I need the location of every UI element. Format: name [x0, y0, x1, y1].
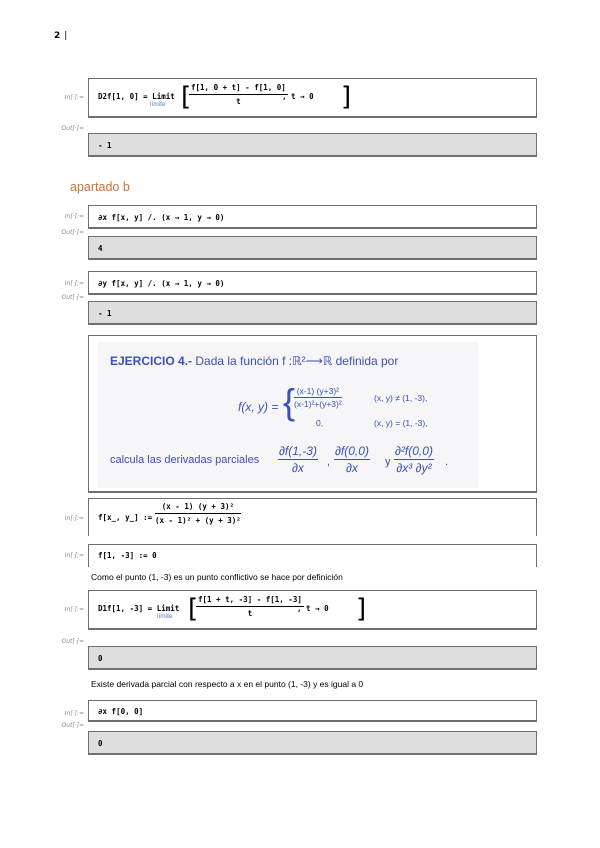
in-label: In[·]:=	[64, 606, 84, 613]
fraction-numerator: (x - 1) (y + 3)²	[155, 502, 241, 514]
in-label: In[·]:=	[64, 552, 84, 559]
code-text: f[x_, y_] :=	[98, 513, 153, 522]
partial-derivative-1	[278, 444, 318, 475]
output-cell-2	[88, 236, 537, 260]
case1-fraction	[294, 386, 342, 409]
close-bracket: ]	[356, 594, 367, 624]
pd1-denominator: ∂x	[292, 461, 304, 475]
output-value: - 1	[98, 309, 112, 318]
text-paragraph: Existe derivada parcial con respecto a x en el punto (1, -3) y es igual a 0	[91, 679, 364, 689]
output-cell-3	[88, 301, 537, 325]
code-text: ∂x f[0, 0]	[98, 707, 144, 716]
input-cell-dy[interactable]	[88, 271, 537, 295]
out-label: Out[·]=	[61, 294, 84, 301]
case2-condition: (x, y) = (1, -3),	[374, 418, 428, 428]
exercise-title-rest: Dada la función f :ℝ²⟶ℝ definida por	[192, 354, 399, 368]
case1-condition: (x, y) ≠ (1, -3),	[374, 393, 428, 403]
fraction-numerator: f[1, 0 + t] - f[1, 0]	[189, 83, 288, 95]
fraction-denominator: t	[247, 609, 253, 618]
exercise-title-bold: EJERCICIO 4.-	[110, 354, 193, 368]
pd3-numerator: ∂²f(0,0)	[395, 444, 433, 458]
conjunction: y	[385, 456, 391, 468]
out-label: Out[·]=	[61, 229, 84, 236]
pd2-denominator: ∂x	[346, 461, 358, 475]
partial-derivative-3	[394, 444, 434, 475]
in-label: In[·]:=	[64, 280, 84, 287]
output-cell-6	[88, 646, 537, 670]
output-cell-7	[88, 731, 537, 755]
separator-comma: ,	[327, 456, 331, 468]
output-value: 0	[98, 654, 103, 663]
fraction-numerator: f[1 + t, -3] - f[1, -3]	[196, 595, 304, 607]
page-number	[54, 31, 67, 41]
in-label: In[·]:=	[64, 515, 84, 522]
code-text: f[1, -3] := 0	[98, 551, 157, 560]
open-bracket: [	[181, 82, 192, 112]
text-paragraph: Como el punto (1, -3) es un punto conflictivo se hace por definición	[91, 572, 343, 582]
input-cell-dx[interactable]	[88, 205, 537, 229]
input-cell-f-point[interactable]	[88, 544, 537, 567]
open-bracket: [	[188, 594, 199, 624]
output-cell-1	[88, 133, 537, 157]
case1-denominator: (x-1)²+(y+3)²	[294, 399, 342, 409]
input-cell-fdef[interactable]	[88, 498, 537, 536]
fraction	[189, 83, 288, 106]
exercise-title	[110, 354, 398, 368]
case1-numerator: (x-1) (y+3)²	[294, 386, 342, 398]
code-tail: , t → 0	[297, 604, 329, 613]
out-label: Out[·]=	[61, 125, 84, 132]
out-label: Out[·]=	[61, 722, 84, 729]
output-value: 4	[98, 244, 103, 253]
pd1-numerator: ∂f(1,-3)	[279, 444, 317, 458]
function-label: f(x, y) =	[238, 400, 279, 414]
output-value: 0	[98, 739, 103, 748]
output-value: - 1	[98, 141, 112, 150]
code-text: ∂y f[x, y] /. (x → 1, y → 0)	[98, 279, 225, 288]
input-cell-d2f[interactable]	[88, 78, 537, 118]
input-cell-dx-origin[interactable]	[88, 700, 537, 722]
page-number-separator: |	[64, 31, 68, 41]
input-cell-d1f[interactable]	[88, 590, 537, 630]
fraction-denominator: t	[236, 97, 241, 106]
pd3-denominator: ∂x³ ∂y²	[396, 461, 432, 475]
fraction	[155, 502, 241, 525]
fraction-denominator: (x - 1)² + (y + 3)²	[155, 516, 241, 525]
code-text: D1f[1, -3] = Limit	[98, 604, 180, 613]
code-text: D2f[1, 0] = Limit	[98, 92, 175, 101]
exercise-bottom-text: calcula las derivadas parciales	[110, 454, 260, 466]
page-number-value: 2	[54, 31, 61, 41]
in-label: In[·]:=	[64, 710, 84, 717]
pd2-numerator: ∂f(0,0)	[335, 444, 369, 458]
limit-tag: límite	[157, 613, 173, 620]
code-text: ∂x f[x, y] /. (x → 1, y → 0)	[98, 213, 225, 222]
partial-derivative-2	[334, 444, 370, 475]
in-label: In[·]:=	[64, 94, 84, 101]
period: .	[445, 456, 449, 468]
limit-tag: límite	[150, 101, 166, 108]
section-heading: apartado b	[70, 180, 130, 194]
exercise-image	[98, 342, 478, 488]
out-label: Out[·]=	[61, 638, 84, 645]
in-label: In[·]:=	[64, 213, 84, 220]
brace-icon: {	[283, 381, 296, 422]
close-bracket: ]	[341, 82, 352, 112]
code-tail: , t → 0	[282, 92, 314, 101]
case2-value: 0,	[316, 418, 324, 428]
fraction	[196, 595, 304, 618]
